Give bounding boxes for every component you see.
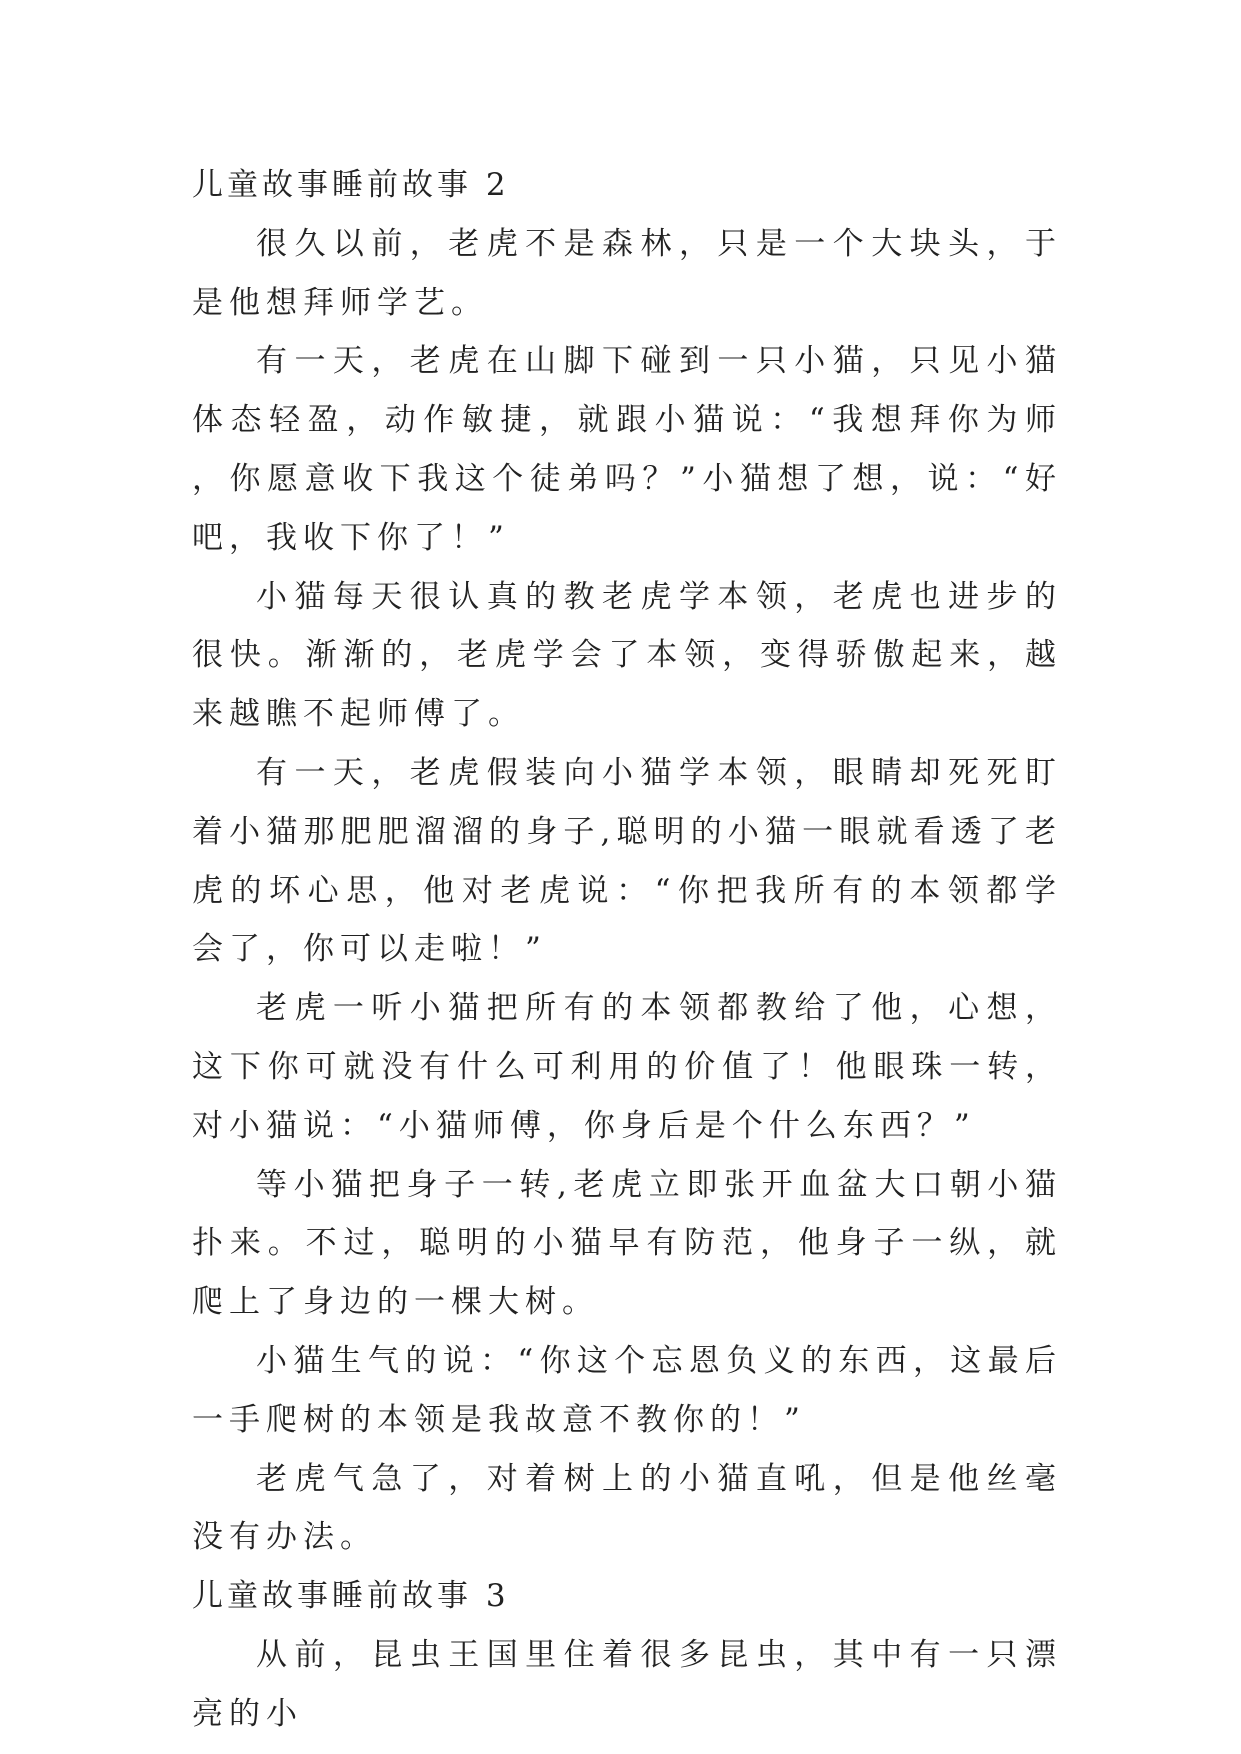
story-2-paragraph: 老虎一听小猫把所有的本领都教给了他，心想，这下你可就没有什么可利用的价值了！他眼珠一转，对小猫说：“小猫师傅，你身后是个什么东西？” — [192, 990, 1062, 1144]
document-content — [192, 156, 1062, 1744]
story-2-paragraph: 等小猫把身子一转,老虎立即张开血盆大口朝小猫扑来。不过，聪明的小猫早有防范，他身子一纵，就爬上了身边的一棵大树。 — [192, 1166, 1062, 1321]
story-2-title: 儿童故事睡前故事 2 — [192, 167, 510, 203]
story-2-paragraph: 小猫生气的说：“你这个忘恩负义的东西，这最后一手爬树的本领是我故意不教你的！” — [192, 1342, 1062, 1438]
story-2-paragraph: 有一天，老虎假装向小猫学本领，眼睛却死死盯着小猫那肥肥溜溜的身子,聪明的小猫一眼就看透了老虎的坏心思，他对老虎说：“你把我所有的本领都学会了，你可以走啦！” — [192, 754, 1062, 968]
story-3-paragraph: 从前，昆虫王国里住着很多昆虫，其中有一只漂亮的小 — [192, 1636, 1062, 1732]
story-3-title: 儿童故事睡前故事 3 — [192, 1578, 510, 1615]
story-2-paragraph: 很久以前，老虎不是森林，只是一个大块头，于是他想拜师学艺。 — [192, 225, 1062, 321]
story-2-paragraph: 有一天，老虎在山脚下碰到一只小猫，只见小猫体态轻盈，动作敏捷，就跟小猫说：“我想拜你为师，你愿意收下我这个徒弟吗？”小猫想了想，说：“好吧，我收下你了！” — [192, 343, 1062, 556]
story-2-paragraph: 老虎气急了，对着树上的小猫直吼，但是他丝毫没有办法。 — [192, 1460, 1062, 1556]
story-2-paragraph: 小猫每天很认真的教老虎学本领，老虎也进步的很快。渐渐的，老虎学会了本领，变得骄傲起来，越来越瞧不起师傅了。 — [192, 578, 1062, 733]
